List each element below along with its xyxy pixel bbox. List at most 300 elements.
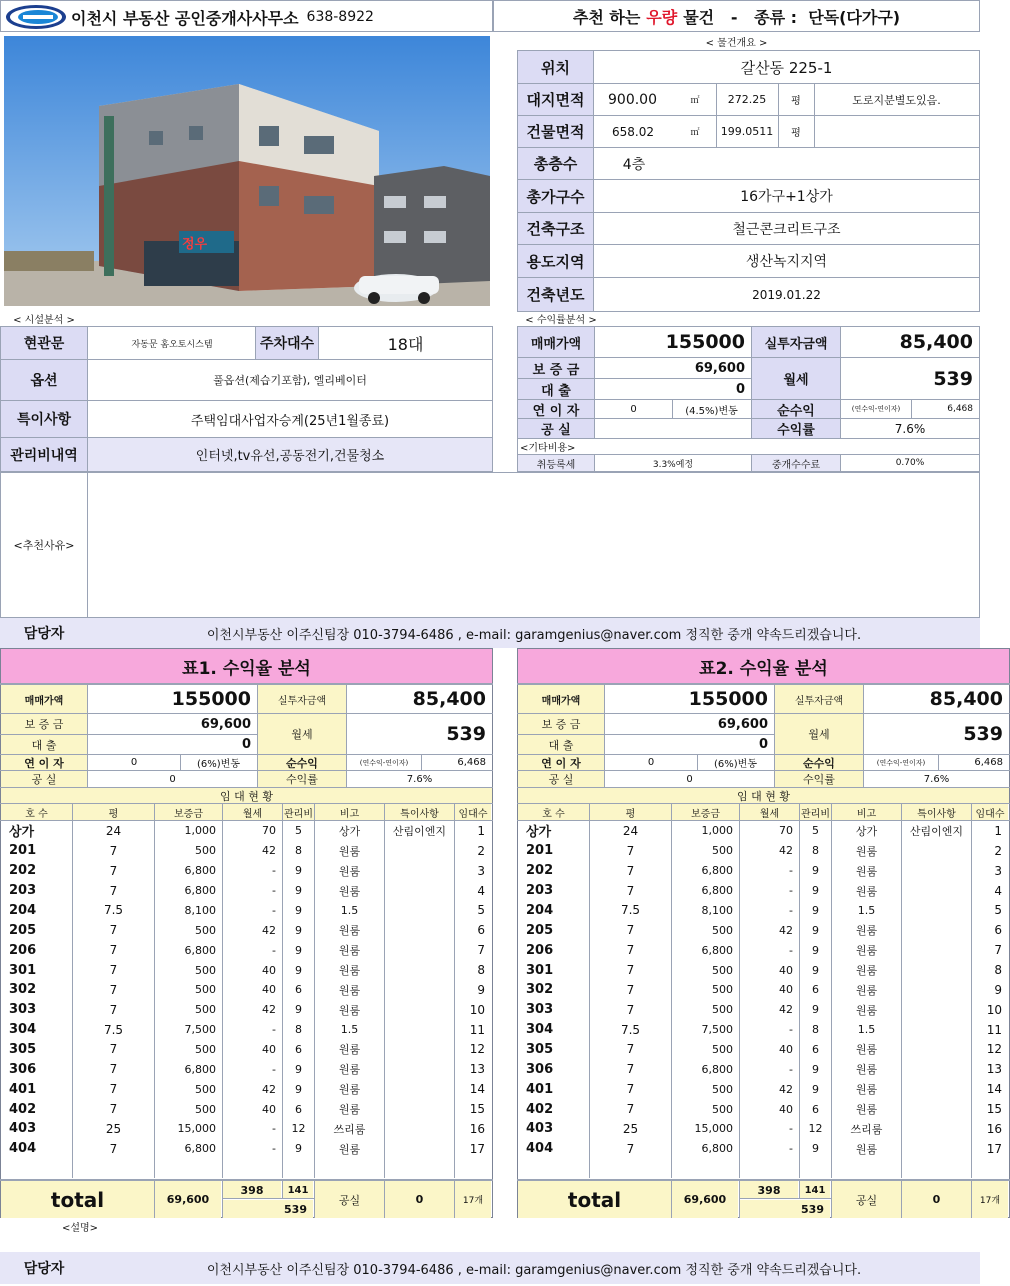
table-cell: 7	[109, 1062, 118, 1077]
table-cell	[385, 1099, 454, 1119]
title-highlight: 우량	[646, 7, 678, 27]
table-cell: 상가	[9, 825, 35, 841]
table-cell: -	[272, 943, 276, 957]
table-cell: 원룸	[338, 844, 361, 858]
table-cell	[902, 960, 971, 980]
table-cell: 7	[626, 883, 635, 898]
column-header: 특이사항	[385, 804, 454, 820]
price-label: 매매가액	[518, 685, 604, 713]
other-costs-label: <기타비용>	[520, 443, 576, 454]
table-cell: 5	[295, 824, 302, 838]
table-cell: 402	[526, 1101, 554, 1117]
yield-value: 7.6%	[923, 773, 950, 785]
table-cell: 42	[779, 923, 793, 937]
table-cell: 7	[626, 1062, 635, 1077]
table-cell: 7	[109, 923, 118, 938]
table-cell: 9	[295, 1082, 302, 1096]
table-cell: 7	[109, 982, 118, 997]
fee-value: 0.70%	[895, 458, 925, 468]
yield-rate-label: 수익률	[752, 419, 840, 438]
table-cell: 14	[469, 1082, 485, 1097]
table-cell: 301	[9, 962, 37, 978]
table-cell: 1	[477, 823, 485, 838]
page-title: 추천 하는 우량 물건 - 종류 : 단독(다가구)	[493, 0, 980, 32]
net-label: 순수익	[775, 755, 863, 770]
table-cell: 9	[812, 1003, 819, 1017]
vacancy-label: 공 실	[1, 771, 87, 787]
table-cell: 1,000	[184, 824, 216, 838]
table-cell: 6,800	[184, 943, 216, 957]
table-cell	[902, 1119, 971, 1139]
table-cell: 8	[295, 844, 302, 858]
yield-price: 155000	[665, 331, 745, 353]
table-cell: 500	[712, 963, 733, 977]
table-cell: 500	[195, 923, 216, 937]
table-cell	[902, 1079, 971, 1099]
table-cell: 7	[626, 1042, 635, 1057]
yield-net-label: 순수익	[752, 400, 840, 418]
table-cell: 7.5	[103, 1022, 124, 1037]
table-cell: 403	[526, 1121, 554, 1137]
table-cell: 202	[526, 863, 554, 879]
yield-net: 6,468	[947, 404, 973, 414]
yield-loan: 0	[735, 381, 745, 397]
table-cell: 42	[262, 923, 276, 937]
table-cell: 7	[109, 883, 118, 898]
column-header: 월세	[223, 804, 282, 820]
table-cell: 42	[262, 844, 276, 858]
table-cell: 500	[712, 983, 733, 997]
yield-deposit: 69,600	[694, 360, 745, 376]
table-cell: 7	[626, 863, 635, 878]
table-cell: 9	[295, 1062, 302, 1076]
table-cell	[902, 1059, 971, 1079]
table-cell: -	[272, 884, 276, 898]
table-cell: 42	[779, 1082, 793, 1096]
table-cell: 500	[195, 1003, 216, 1017]
land-area-m2: 900.00	[608, 91, 657, 108]
vacancy-value: 0	[169, 773, 176, 785]
table-cell	[385, 881, 454, 901]
table-cell: 305	[526, 1041, 554, 1057]
table-cell: 9	[295, 943, 302, 957]
acq-tax-value: 3.3%예정	[652, 459, 694, 470]
table-cell: 9	[812, 1082, 819, 1096]
building-unit-py: 평	[791, 128, 801, 139]
net-label: 순수익	[258, 755, 346, 770]
table-cell: 6,800	[184, 864, 216, 878]
yield-rent: 539	[933, 367, 973, 390]
table-cell: 7	[109, 1042, 118, 1057]
table-cell	[385, 1079, 454, 1099]
table-cell: 404	[526, 1141, 554, 1157]
total-vacancy-label: 공실	[315, 1181, 384, 1218]
table-cell: 40	[779, 1102, 793, 1116]
table-cell: 17	[469, 1141, 485, 1156]
interest-label: 연 이 자	[518, 755, 604, 770]
table-cell: 12	[469, 1042, 485, 1057]
floors-value: 4층	[622, 156, 646, 173]
table-cell: 원룸	[338, 1003, 361, 1017]
table-cell: 9	[477, 982, 485, 997]
table-cell: 306	[9, 1061, 37, 1077]
total-mgmt: 141	[283, 1181, 313, 1199]
table-title: 표2. 수익율 분석	[518, 649, 1009, 683]
table-cell	[902, 920, 971, 940]
table-cell: 301	[526, 962, 554, 978]
yield-section-label: < 수익률분석 >	[525, 315, 597, 326]
rent-status-label: 임 대 현 황	[1, 788, 492, 803]
reason-label: <추천사유>	[13, 539, 75, 552]
table-cell: 9	[295, 923, 302, 937]
parking-label: 주차대수	[256, 327, 318, 359]
building-area-label: 건물면적	[518, 116, 593, 147]
table-cell: -	[272, 1142, 276, 1156]
table-cell: -	[789, 1062, 793, 1076]
table-cell: 201	[9, 843, 37, 859]
table-cell: 6,800	[701, 884, 733, 898]
table-cell: 쓰리룸	[333, 1122, 366, 1136]
table-cell: 6	[295, 1042, 302, 1056]
price-value: 155000	[171, 688, 251, 710]
table-cell: 원룸	[338, 1063, 361, 1077]
deposit-value: 69,600	[200, 716, 251, 732]
table-cell: 1.5	[340, 903, 359, 917]
table-cell: 500	[712, 1102, 733, 1116]
note-label: <설명>	[61, 1222, 99, 1234]
loan-label: 대 출	[518, 735, 604, 754]
yield-invest-label: 실투자금액	[752, 327, 840, 357]
total-sum: 539	[740, 1200, 830, 1218]
table-cell: 9	[812, 903, 819, 917]
options-label: 옵션	[1, 360, 87, 400]
table-cell: 6,800	[184, 1062, 216, 1076]
table-cell	[902, 1139, 971, 1159]
table-cell: 8	[477, 963, 485, 977]
table-cell: 42	[262, 1003, 276, 1017]
table-cell: 7.5	[103, 903, 124, 918]
special-value: 주택임대사업자승계(25년1월종료)	[190, 413, 390, 429]
table-cell: 1.5	[857, 903, 876, 917]
table-cell	[902, 1099, 971, 1119]
table-cell: 9	[812, 884, 819, 898]
table-cell: 원룸	[338, 1142, 361, 1156]
table-cell: 404	[9, 1141, 37, 1157]
table-cell: 5	[994, 903, 1002, 918]
table-cell	[385, 1020, 454, 1040]
interest-value: 0	[130, 757, 138, 768]
building-unit-m2: ㎡	[690, 128, 700, 138]
table-cell: 8	[295, 1023, 302, 1037]
column-header: 보증금	[672, 804, 739, 820]
yield-net-note: (연수익-연이자)	[851, 405, 901, 413]
table-cell: 7	[109, 1002, 118, 1017]
table-cell: 7	[109, 943, 118, 958]
table-cell: 8	[994, 963, 1002, 977]
table-cell	[385, 940, 454, 960]
table-cell: 70	[779, 824, 793, 838]
rent-value: 539	[446, 723, 486, 745]
table-cell: 70	[262, 824, 276, 838]
table-cell: 1,000	[701, 824, 733, 838]
yield-label: 수익률	[258, 771, 346, 787]
table-cell: 6	[812, 1042, 819, 1056]
table-cell: 303	[526, 1002, 554, 1018]
column-header: 월세	[740, 804, 799, 820]
table-cell	[902, 1020, 971, 1040]
table-cell: 206	[9, 942, 37, 958]
invest-value: 85,400	[929, 688, 1003, 710]
net-value: 6,468	[974, 757, 1003, 768]
table-cell: 305	[9, 1041, 37, 1057]
yield-price-label: 매매가액	[518, 327, 594, 357]
table-cell: 원룸	[855, 1083, 878, 1097]
table-cell: 202	[9, 863, 37, 879]
facility-section-label: < 시설분석 >	[13, 315, 75, 326]
table-cell: 7	[994, 943, 1002, 958]
total-count: 17개	[455, 1181, 491, 1218]
yield-rent-label: 월세	[752, 358, 840, 399]
property-photo	[4, 36, 490, 306]
total-mgmt: 141	[800, 1181, 830, 1199]
table-cell: 1	[994, 823, 1002, 838]
table-cell	[385, 1139, 454, 1159]
yield-vacancy-label: 공 실	[518, 419, 594, 438]
table-cell: 원룸	[855, 1063, 878, 1077]
table-cell: 7	[626, 923, 635, 938]
table-cell: 원룸	[855, 944, 878, 958]
options-value: 풀옵션(제습기포함), 엘리베이터	[213, 374, 367, 387]
table-cell: 9	[295, 963, 302, 977]
table-cell: 6,800	[701, 1062, 733, 1076]
price-value: 155000	[688, 688, 768, 710]
table-cell	[385, 1119, 454, 1139]
table-cell: 7	[477, 943, 485, 958]
total-vacancy: 0	[902, 1181, 971, 1218]
table-cell: 9	[812, 963, 819, 977]
vacancy-value: 0	[686, 773, 693, 785]
interest-label: 연 이 자	[1, 755, 87, 770]
table-cell: 원룸	[338, 944, 361, 958]
table-cell: 2	[994, 843, 1002, 858]
table-cell: 12	[808, 1122, 823, 1136]
table-cell: 쓰리룸	[850, 1122, 883, 1136]
table-cell: 40	[779, 1042, 793, 1056]
interest-rate: (6%)변동	[197, 759, 240, 770]
table-cell: 원룸	[855, 1103, 878, 1117]
total-rent: 398	[740, 1181, 798, 1199]
yield-label: 수익률	[775, 771, 863, 787]
table-cell: 6	[295, 1102, 302, 1116]
land-unit-m2: ㎡	[690, 96, 700, 106]
table-cell: 7.5	[620, 903, 641, 918]
table-cell: -	[272, 903, 276, 917]
zone-value: 생산녹지지역	[745, 254, 828, 270]
net-note: (연수익-연이자)	[876, 758, 926, 767]
table-cell: 5	[477, 903, 485, 918]
total-label: total	[1, 1181, 154, 1218]
yield-deposit-label: 보 증 금	[518, 358, 594, 378]
column-header: 평	[590, 804, 671, 820]
table-cell: 12	[986, 1042, 1002, 1057]
table-cell	[385, 841, 454, 861]
table-cell: 500	[712, 1082, 733, 1096]
land-unit-py: 평	[791, 96, 801, 107]
table-cell: 7	[109, 843, 118, 858]
door-value: 자동문 홈오토시스템	[131, 339, 213, 350]
table-cell: 원룸	[855, 1043, 878, 1057]
table-cell: 203	[526, 883, 554, 899]
table-cell: 15,000	[177, 1122, 216, 1136]
table-cell: 402	[9, 1101, 37, 1117]
table-cell: 6	[477, 923, 485, 938]
yield-invest: 85,400	[899, 331, 973, 353]
table-cell: 6	[812, 1102, 819, 1116]
table-cell: 304	[9, 1022, 37, 1038]
table-cell: 9	[295, 1142, 302, 1156]
yield-loan-label: 대 출	[518, 379, 594, 399]
land-note: 도로지분별도있음.	[852, 93, 941, 107]
table-cell: 24	[105, 823, 122, 838]
company-logo	[5, 4, 67, 30]
table-cell: 304	[526, 1022, 554, 1038]
table-cell: 1.5	[340, 1023, 359, 1037]
table-cell: 7,500	[184, 1023, 216, 1037]
table-cell: 205	[526, 922, 554, 938]
table-cell: 15	[986, 1102, 1002, 1117]
column-header: 호 수	[1, 804, 72, 820]
table-cell: 4	[477, 883, 485, 898]
table-cell: 401	[9, 1081, 37, 1097]
column-header: 보증금	[155, 804, 222, 820]
table-cell: 2	[477, 843, 485, 858]
total-count: 17개	[972, 1181, 1008, 1218]
yield-interest-label: 연 이 자	[518, 400, 594, 418]
table-cell: -	[789, 1142, 793, 1156]
table-cell: 산림이엔지	[909, 824, 964, 838]
shop-sign: 정우	[182, 237, 208, 252]
column-header: 관리비	[800, 804, 831, 820]
deposit-label: 보 증 금	[1, 714, 87, 734]
table-cell	[385, 960, 454, 980]
table-cell: -	[272, 1062, 276, 1076]
table-cell: 9	[812, 1062, 819, 1076]
table-cell: 6,800	[184, 884, 216, 898]
table-cell: 500	[712, 1042, 733, 1056]
contact-label: 담당자	[23, 626, 65, 642]
header-left	[0, 0, 493, 32]
table-cell: 원룸	[338, 964, 361, 977]
table-cell: 산림이엔지	[392, 824, 447, 838]
office-phone: 638-8922	[306, 9, 374, 25]
table-cell: 7	[626, 1141, 635, 1156]
column-header: 관리비	[283, 804, 314, 820]
table-cell: 10	[469, 1002, 485, 1017]
total-deposit: 69,600	[155, 1181, 221, 1218]
contact-text: 이천시부동산 이주신팀장 010-3794-6486 , e-mail: garamgenius@naver.com 정직한 중개 약속드리겠습니다.	[206, 627, 862, 643]
loan-value: 0	[241, 737, 251, 752]
rent-label: 월세	[775, 714, 863, 754]
table-cell: 9	[295, 884, 302, 898]
table-cell: -	[789, 903, 793, 917]
table-cell: 9	[812, 943, 819, 957]
table-cell: 상가	[526, 825, 552, 841]
table-cell: 9	[812, 923, 819, 937]
mgmt-label: 관리비내역	[1, 438, 87, 471]
table-cell: -	[272, 1122, 276, 1136]
table-cell: -	[272, 864, 276, 878]
yield-value: 7.6%	[406, 773, 433, 785]
interest-value: 0	[647, 757, 655, 768]
table-cell	[385, 900, 454, 920]
table-cell: 25	[105, 1121, 122, 1136]
table-cell	[385, 920, 454, 940]
fee-label: 중개수수료	[752, 455, 840, 471]
column-header: 비고	[832, 804, 901, 820]
table-cell: 7	[626, 843, 635, 858]
invest-label: 실투자금액	[258, 685, 346, 713]
table-cell: -	[789, 1023, 793, 1037]
table-cell: 500	[195, 1042, 216, 1056]
table-cell: 4	[994, 883, 1002, 898]
table-cell: 7	[626, 982, 635, 997]
table-cell	[385, 980, 454, 1000]
table-cell: 9	[812, 1142, 819, 1156]
table-cell	[385, 1059, 454, 1079]
table-cell: 원룸	[338, 1103, 361, 1117]
mgmt-value: 인터넷,tv유선,공동전기,건물청소	[88, 438, 492, 471]
table-cell: 15	[469, 1102, 485, 1117]
table-cell	[902, 881, 971, 901]
total-vacancy-label: 공실	[832, 1181, 901, 1218]
table-cell: 42	[262, 1082, 276, 1096]
table-cell: 원룸	[855, 884, 878, 898]
table-cell	[385, 1040, 454, 1060]
table-cell: 500	[195, 844, 216, 858]
total-label: total	[518, 1181, 671, 1218]
interest-rate: (6%)변동	[714, 759, 757, 770]
table-cell: 500	[712, 923, 733, 937]
table-cell: 8	[812, 844, 819, 858]
table-cell: 7	[626, 963, 635, 977]
table-cell: 원룸	[855, 864, 878, 878]
table-cell: 원룸	[855, 964, 878, 977]
table-cell: 24	[622, 823, 639, 838]
total-deposit: 69,600	[672, 1181, 738, 1218]
acq-tax-label: 취등록세	[518, 455, 594, 471]
table-cell: -	[789, 943, 793, 957]
households-value: 16가구+1상가	[740, 189, 833, 205]
land-area-label: 대지면적	[518, 84, 593, 115]
deposit-label: 보 증 금	[518, 714, 604, 734]
column-header: 호 수	[518, 804, 589, 820]
table-cell: -	[789, 864, 793, 878]
table-cell: 13	[469, 1062, 485, 1077]
structure-label: 건축구조	[518, 213, 593, 244]
table-cell: 16	[986, 1121, 1002, 1136]
deposit-value: 69,600	[717, 716, 768, 732]
column-header: 임대수	[972, 804, 1008, 820]
table-cell: 500	[712, 844, 733, 858]
table-cell: 3	[994, 863, 1002, 878]
footer-contact-text: 이천시부동산 이주신팀장 010-3794-6486 , e-mail: garamgenius@naver.com 정직한 중개 약속드리겠습니다.	[206, 1262, 862, 1278]
table-cell: 16	[469, 1121, 485, 1136]
table-cell: 204	[9, 902, 37, 918]
year-label: 건축년도	[518, 278, 593, 311]
overview-section-label: < 물건개요 >	[705, 37, 768, 49]
table-cell: 500	[195, 963, 216, 977]
table-cell: 201	[526, 843, 554, 859]
